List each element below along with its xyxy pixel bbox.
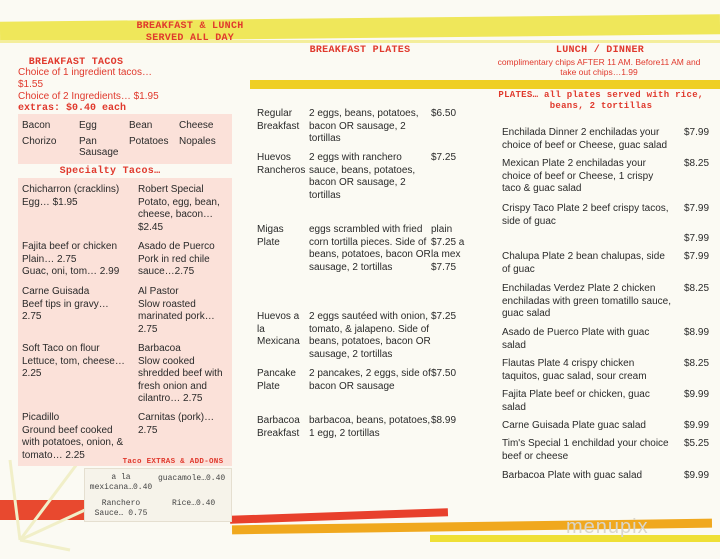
breakfast-plates-heading: BREAKFAST PLATES — [309, 45, 411, 56]
ingredient-item: Egg — [79, 120, 97, 131]
plate-name: Regular Breakfast — [257, 108, 300, 132]
specialty-item-fajita: Fajita beef or chicken Plain… 2.75 Guac, oni, tom… 2.99 — [22, 241, 120, 277]
specialty-item-chicharron: Chicharron (cracklins) Egg… $1.95 — [22, 184, 120, 208]
plate-price: $7.50 — [431, 368, 457, 379]
top-light-stripe — [0, 40, 720, 43]
taco-choice-2: Choice of 2 Ingredients… $1.95 — [18, 91, 159, 102]
extra-a-la-mexicana: a la mexicana…0.40 — [89, 473, 153, 492]
extra-guacamole: guacamole…0.40 — [158, 474, 226, 483]
plate-desc: 2 eggs, beans, potatoes, bacon OR sausage, 2 tortillas — [309, 108, 419, 144]
lunch-dinner-subheading: complimentary chips AFTER 11 AM. Before11 AM and take out chips…1.99 — [497, 57, 701, 77]
taco-choice-1-price: $1.55 — [18, 79, 44, 90]
page-title-line2: SERVED ALL DAY — [145, 33, 235, 44]
plate-price: $7.25 — [431, 311, 457, 322]
ingredient-grid — [18, 114, 232, 164]
breakfast-tacos-heading: BREAKFAST TACOS — [28, 57, 124, 68]
plate-name: Huevos a la Mexicana — [257, 311, 300, 347]
plate-desc: 2 eggs with ranchero sauce, beans, potatoes, bacon OR sausage, 2 tortillas — [309, 152, 416, 201]
plate-name: Huevos Rancheros — [257, 152, 306, 176]
ingredient-item: Bacon — [22, 120, 51, 131]
ingredient-item: Nopales — [179, 135, 216, 147]
specialty-item-picadillo: Picadillo Ground beef cooked with potatoes, onion, & tomato… 2.25 — [22, 412, 124, 461]
bottom-red-stripe — [230, 508, 448, 524]
page-title — [130, 21, 250, 45]
specialty-item-robert-special: Robert Special Potato, egg, bean, cheese, bacon… $2.45 — [138, 184, 220, 233]
specialty-item-carnitas: Carnitas (pork)… 2.75 — [138, 412, 215, 436]
middle-yellow-stripe — [250, 80, 720, 89]
extra-rice: Rice…0.40 — [172, 499, 216, 508]
taco-extras-heading: Taco EXTRAS & ADD-ONS — [122, 458, 224, 466]
ingredient-item: Potatoes — [129, 135, 169, 147]
page-title-line1: BREAKFAST & LUNCH — [136, 21, 244, 32]
plate-price: $8.99 — [431, 415, 457, 426]
lunch-dinner-heading: LUNCH / DINNER — [555, 45, 645, 56]
plate-name: Pancake Plate — [257, 368, 296, 392]
taco-choice-1: Choice of 1 ingredient tacos… — [18, 67, 152, 78]
specialty-item-barbacoa: Barbacoa Slow cooked shredded beef with fresh onion and cilantro… 2.75 — [138, 343, 223, 404]
ingredient-item: Bean — [129, 120, 153, 131]
plate-desc: barbacoa, beans, potatoes, 1 egg, 2 tortillas — [309, 415, 431, 439]
breakfast-tacos-info — [18, 67, 232, 115]
specialty-tacos-heading: Specialty Tacos… — [59, 166, 161, 177]
plate-price: $7.25 — [431, 152, 457, 163]
top-yellow-stripe — [0, 14, 720, 42]
plates-heading: PLATES… all plates served with rice, beans, 2 tortillas — [498, 90, 704, 111]
plate-price: plain $7.25 a la mex $7.75 — [431, 224, 465, 273]
plate-desc: 2 eggs sautéed with onion, tomato, & jalapeno. Side of beans, potatoes, bacon OR sausage, 2 tortillas — [309, 311, 431, 360]
specialty-item-asado-de-puerco: Asado de Puerco Pork in red chile sauce…2.75 — [138, 241, 215, 277]
watermark-logo: menupix — [566, 516, 649, 538]
ingredient-item: Pan Sausage — [79, 135, 119, 158]
plate-desc: 2 pancakes, 2 eggs, side of bacon OR sausage — [309, 368, 431, 392]
specialty-item-carne-guisada: Carne Guisada Beef tips in gravy… 2.75 — [22, 286, 109, 322]
taco-extras-price: extras: $0.40 each — [18, 103, 127, 114]
specialty-item-soft-taco: Soft Taco on flour Lettuce, tom, cheese… 2.25 — [22, 343, 125, 379]
ingredient-item: Cheese — [179, 120, 214, 131]
plate-name: Barbacoa Breakfast — [257, 415, 300, 439]
plate-name: Migas Plate — [257, 224, 284, 248]
specialty-item-al-pastor: Al Pastor Slow roasted marinated pork… 2.75 — [138, 286, 215, 335]
plate-price: $6.50 — [431, 108, 457, 119]
plate-desc: eggs scrambled with fried corn tortilla pieces. Side of beans, potatoes, bacon OR sausage, 2 tortillas — [309, 224, 431, 273]
ingredient-item: Chorizo — [22, 135, 57, 147]
extra-ranchero-sauce: Ranchero Sauce… 0.75 — [94, 499, 148, 518]
